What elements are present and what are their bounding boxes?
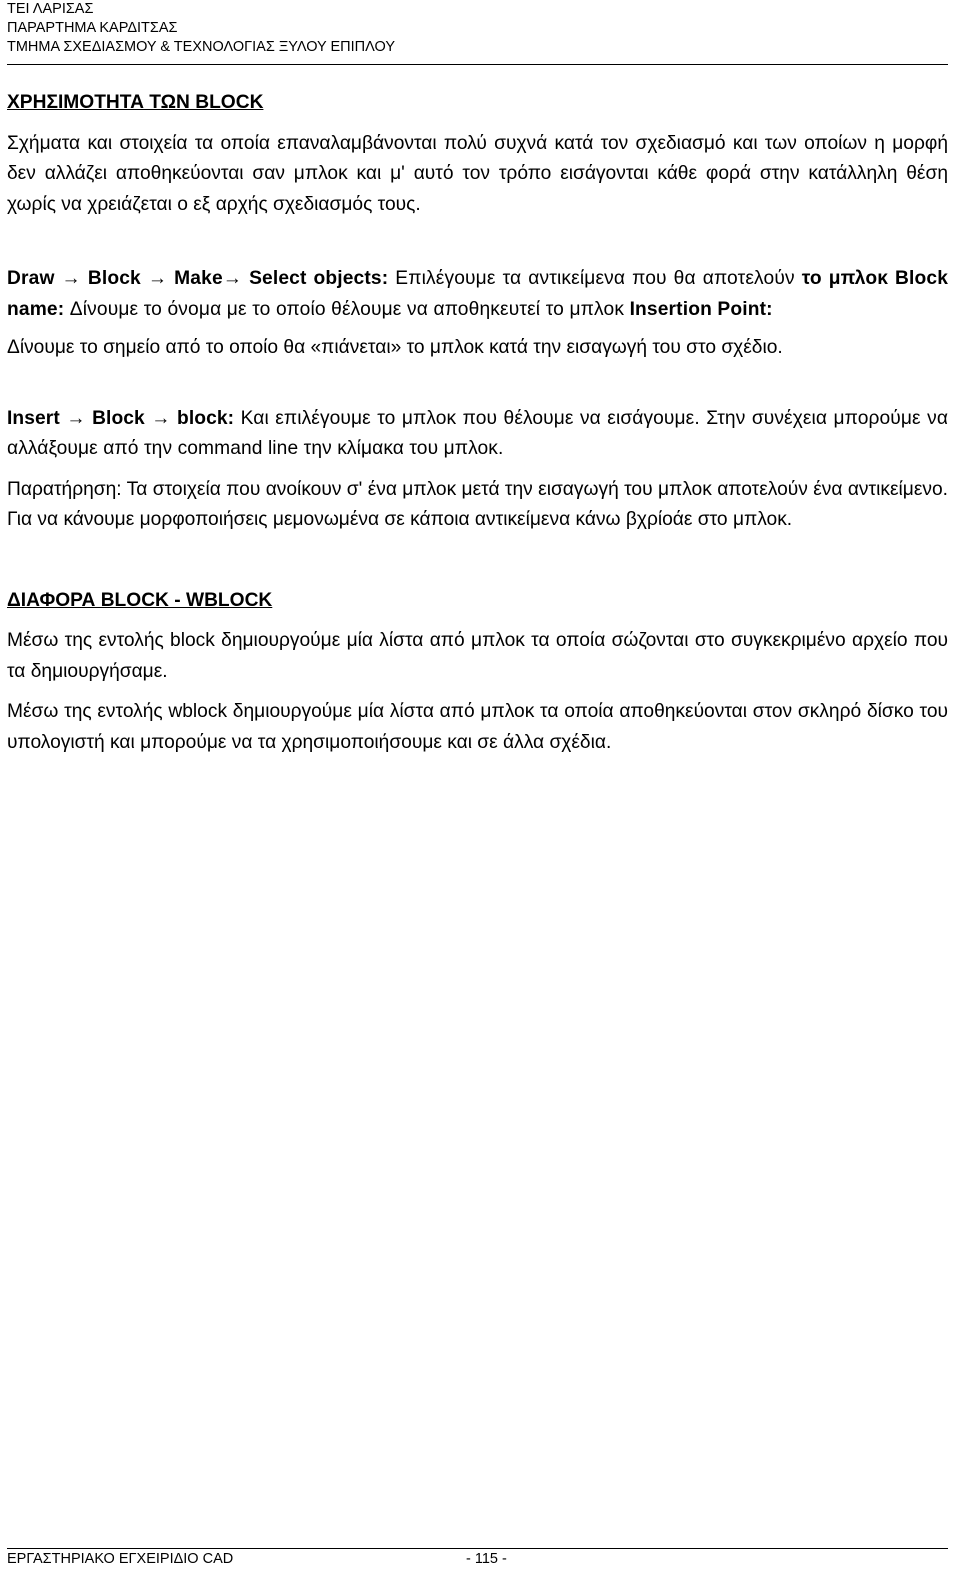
make-block-paragraph [7,264,948,325]
arrow-icon: → [66,407,86,429]
cmd-block: Block [92,407,145,429]
footer-divider [7,1548,948,1549]
section-title-block-usage: ΧΡΗΣΙΜΟΤΗΤΑ ΤΩΝ BLOCK [7,92,264,113]
cmd-draw: Draw [7,268,55,289]
page-header [7,0,947,57]
block-command-paragraph: Μέσω της εντολής block δημιουργούμε μία λίστα από μπλοκ τα οποία σώζονται στο συγκεκριμένο αρχείο που τα δημιουργήσαμε. [7,630,948,682]
page-number: - 115 - [466,1551,507,1567]
cmd-block: Block [87,268,141,289]
insert-desc: Και επιλέγουμε το μπλοκ που θέλουμε να εισάγουμε. Στην συνέχεια μπορούμε να αλλάξουμε από την command line την κλίμακα του μπλοκ. [7,407,949,459]
cmd-insertion-point: Insertion Point: [629,298,773,320]
arrow-icon: → [151,407,171,429]
note-paragraph: Παρατήρηση: Τα στοιχεία που ανοίκουν σ' ένα μπλοκ μετά την εισαγωγή του μπλοκ αποτελούν ένα αντικείμενο. Για να κάνουμε μορφοποιήσεις μεμονωμένα σε κάποια αντικείμενα κάνω βχρίοάε στο μπλοκ. [7,478,948,530]
insert-block-paragraph [7,404,948,465]
cmd-select-objects: Select objects: [249,268,389,289]
arrow-icon: → [222,268,243,289]
arrow-icon: → [147,268,168,289]
cmd-block-lower: block: [177,407,235,429]
block-name-desc: Δίνουμε το όνομα με το οποίο θέλουμε να αποθηκευτεί το μπλοκ [69,298,625,320]
header-institution: ΤΕΙ ΛΑΡΙΣΑΣ [7,1,94,17]
cmd-insert: Insert [7,407,60,429]
wblock-command-paragraph: Μέσω της εντολής wblock δημιουργούμε μία λίστα από μπλοκ τα οποία αποθηκεύονται στον σκληρό δίσκο του υπολογιστή και μπορούμε να τα χρησιμοποιήσουμε και σε άλλα σχέδια. [7,701,948,753]
header-divider [7,64,948,65]
section-title-block-wblock: ΔΙΑΦΟΡΑ BLOCK - WBLOCK [7,589,273,611]
arrow-icon: → [61,268,81,289]
header-branch: ΠΑΡΑΡΤΗΜΑ ΚΑΡΔΙΤΣΑΣ [7,20,178,36]
page-content [7,88,948,758]
to-block-label: το μπλοκ [801,268,889,289]
cmd-block-name: Block name: [7,268,949,320]
cmd-make: Make [174,268,223,289]
insertion-point-desc: Δίνουμε το σημείο από το οποίο θα «πιάνεται» το μπλοκ κατά την εισαγωγή του στο σχέδιο. [7,337,783,358]
intro-paragraph: Σχήματα και στοιχεία τα οποία επαναλαμβάνονται πολύ συχνά κατά τον σχεδιασμό και των οποίων η μορφή δεν αλλάζει αποθηκεύονται σαν μπλοκ και μ' αυτό τον τρόπο εισάγονται κάθε φορά στην κατάλληλη θέση χωρίς να χρειάζεται ο εξ αρχής σχεδιασμός τους. [7,132,948,215]
footer-title: ΕΡΓΑΣΤΗΡΙΑΚΟ ΕΓΧΕΙΡΙΔΙΟ CAD [7,1551,234,1567]
select-objects-desc: Επιλέγουμε τα αντικείμενα που θα αποτελούν [395,268,795,289]
header-department: ΤΜΗΜΑ ΣΧΕΔΙΑΣΜΟΥ & ΤΕΧΝΟΛΟΓΙΑΣ ΞΥΛΟΥ ΕΠΙΠΛΟΥ [7,39,395,55]
